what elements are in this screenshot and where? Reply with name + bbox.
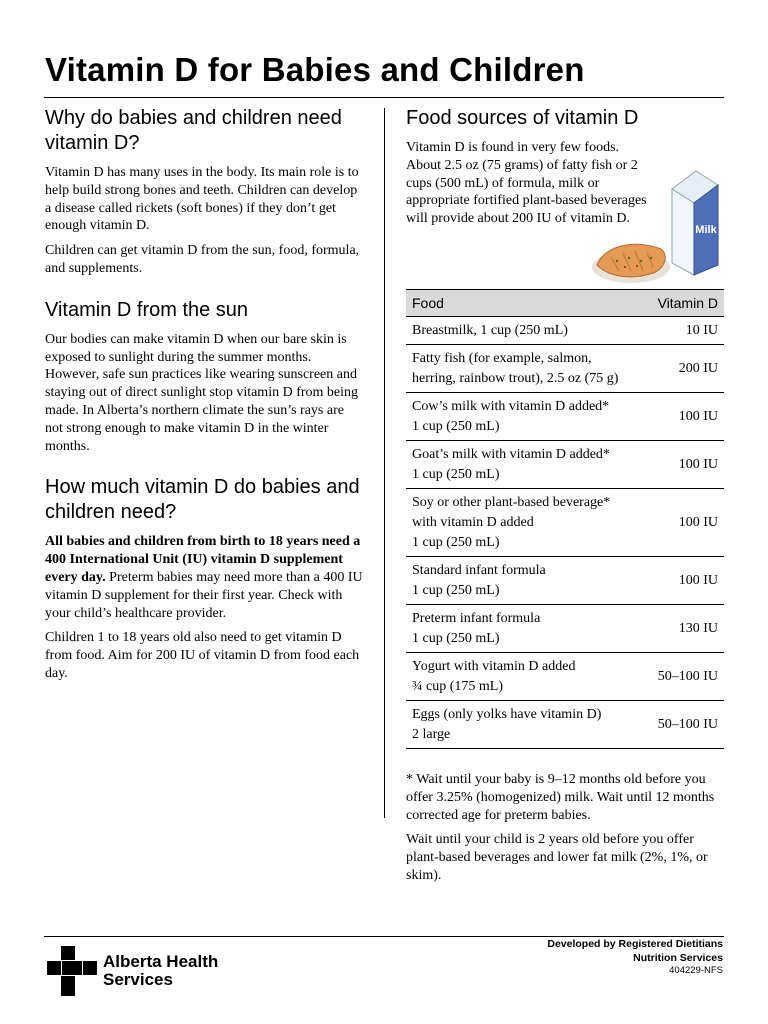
vitamin-d-cell: 200 IU bbox=[632, 345, 724, 393]
food-cell bbox=[406, 393, 632, 441]
department: Nutrition Services bbox=[633, 952, 723, 964]
section-heading-sun: Vitamin D from the sun bbox=[45, 298, 249, 321]
section-heading-food-sources: Food sources of vitamin D bbox=[406, 107, 639, 129]
food-cell-line: Preterm infant formula bbox=[412, 611, 541, 626]
bold-recommendation: All babies and children from birth to 18 years need a 400 International Unit (IU) vitamin D supplement every day. bbox=[45, 534, 361, 585]
food-cell-line: Eggs (only yolks have vitamin D) bbox=[412, 707, 602, 722]
food-cell bbox=[406, 557, 632, 605]
food-cell-line: Standard infant formula bbox=[412, 563, 546, 578]
food-cell-line: ¾ cup (175 mL) bbox=[412, 679, 503, 694]
food-cell-line: 1 cup (250 mL) bbox=[412, 419, 500, 434]
vitamin-d-cell: 10 IU bbox=[632, 317, 724, 345]
vitamin-d-cell: 100 IU bbox=[632, 393, 724, 441]
vitamin-d-cell: 50–100 IU bbox=[632, 653, 724, 701]
table-row bbox=[406, 393, 724, 441]
left-column bbox=[45, 106, 365, 703]
section-heading-why: Why do babies and children need vitamin D? bbox=[45, 107, 342, 154]
table-row bbox=[406, 489, 724, 557]
milk-carton-image bbox=[666, 167, 724, 277]
vitamin-d-cell: 50–100 IU bbox=[632, 701, 724, 749]
table-row bbox=[406, 557, 724, 605]
table-row bbox=[406, 653, 724, 701]
food-cell bbox=[406, 345, 632, 393]
section-why bbox=[45, 106, 365, 278]
food-cell-line: Cow’s milk with vitamin D added* bbox=[412, 399, 610, 414]
page-title: Vitamin D for Babies and Children bbox=[45, 51, 585, 88]
food-cell-line: 1 cup (250 mL) bbox=[412, 535, 500, 550]
table-row bbox=[406, 345, 724, 393]
food-cell bbox=[406, 605, 632, 653]
paragraph: Children can get vitamin D from the sun, food, formula, and supplements. bbox=[45, 243, 360, 276]
vitamin-d-food-table bbox=[406, 289, 724, 749]
logo-text-line1: Alberta Health bbox=[103, 952, 219, 971]
logo-text-line2: Services bbox=[103, 970, 173, 989]
right-column bbox=[406, 106, 724, 892]
document-code: 404229-NFS bbox=[669, 965, 723, 976]
food-sources-intro bbox=[406, 139, 724, 289]
section-heading-how-much: How much vitamin D do babies and children need? bbox=[45, 476, 360, 524]
table-row bbox=[406, 605, 724, 653]
column-divider bbox=[384, 108, 385, 818]
footnote: * Wait until your baby is 9–12 months old before you offer 3.25% (homogenized) milk. Wait until 12 months corrected age for preterm babies. bbox=[406, 772, 715, 823]
table-row bbox=[406, 441, 724, 489]
paragraph: Our bodies can make vitamin D when our bare skin is exposed to sunlight during the summer months. However, safe sun practices like wearing sunscreen and staying out of direct sunlight stop vitamin D from being made. In Alberta’s northern climate the sun’s rays are not strong enough to make vitamin D in the winter months. bbox=[45, 331, 359, 454]
vitamin-d-cell: 100 IU bbox=[632, 557, 724, 605]
paragraph bbox=[45, 533, 365, 622]
paragraph: Vitamin D has many uses in the body. Its main role is to help build strong bones and teeth. Children can develop a disease called rickets (soft bones) if they don’t get enough vitamin D. bbox=[45, 165, 359, 234]
section-how-much bbox=[45, 475, 365, 682]
food-cell-line: Breastmilk, 1 cup (250 mL) bbox=[412, 323, 568, 338]
developed-by: Developed by Registered Dietitians bbox=[547, 938, 723, 950]
footnote: Wait until your child is 2 years old before you offer plant-based beverages and lower fat milk (2%, 1%, or skim). bbox=[406, 832, 708, 883]
paragraph: Vitamin D is found in very few foods. About 2.5 oz (75 grams) of fatty fish or 2 cups (500 mL) of formula, milk or appropriate fortified plant-based beverages will provide about 200 IU of vitamin D. bbox=[406, 140, 647, 227]
title-divider bbox=[44, 97, 724, 98]
food-cell bbox=[406, 653, 632, 701]
paragraph: Children 1 to 18 years old also need to get vitamin D from food. Aim for 200 IU of vitamin D from food each day. bbox=[45, 630, 360, 681]
food-cell-line: Goat’s milk with vitamin D added* bbox=[412, 447, 610, 462]
food-cell-line: Fatty fish (for example, salmon, bbox=[412, 351, 592, 366]
column-header-food: Food bbox=[406, 290, 632, 317]
food-cell-line: Soy or other plant-based beverage* bbox=[412, 495, 611, 510]
table-header-row bbox=[406, 290, 724, 317]
ahs-cross-icon bbox=[47, 946, 97, 996]
milk-label: Milk bbox=[695, 224, 717, 236]
food-cell bbox=[406, 489, 632, 557]
footnotes bbox=[406, 771, 724, 885]
food-cell-line: 1 cup (250 mL) bbox=[412, 583, 500, 598]
vitamin-d-cell: 130 IU bbox=[632, 605, 724, 653]
table-row bbox=[406, 317, 724, 345]
vitamin-d-cell: 100 IU bbox=[632, 489, 724, 557]
food-cell-line: Yogurt with vitamin D added bbox=[412, 659, 576, 674]
table-row bbox=[406, 701, 724, 749]
food-cell bbox=[406, 701, 632, 749]
paragraph-text: Preterm babies may need more than a 400 IU vitamin D supplement for their first year. Check with your child’s healthcare provider. bbox=[45, 569, 363, 621]
table-body bbox=[406, 317, 724, 749]
food-cell-line: 1 cup (250 mL) bbox=[412, 467, 500, 482]
vitamin-d-cell: 100 IU bbox=[632, 441, 724, 489]
column-header-vitamin-d: Vitamin D bbox=[632, 290, 724, 317]
section-sun bbox=[45, 298, 365, 456]
food-cell-line: with vitamin D added bbox=[412, 515, 534, 530]
food-cell-line: 1 cup (250 mL) bbox=[412, 631, 500, 646]
food-cell-line: 2 large bbox=[412, 727, 451, 742]
food-cell-line: herring, rainbow trout), 2.5 oz (75 g) bbox=[412, 371, 619, 386]
alberta-health-services-logo bbox=[47, 946, 218, 996]
food-cell bbox=[406, 441, 632, 489]
salmon-fillet-image bbox=[591, 231, 671, 287]
footer-credits bbox=[547, 937, 723, 977]
food-cell bbox=[406, 317, 632, 345]
